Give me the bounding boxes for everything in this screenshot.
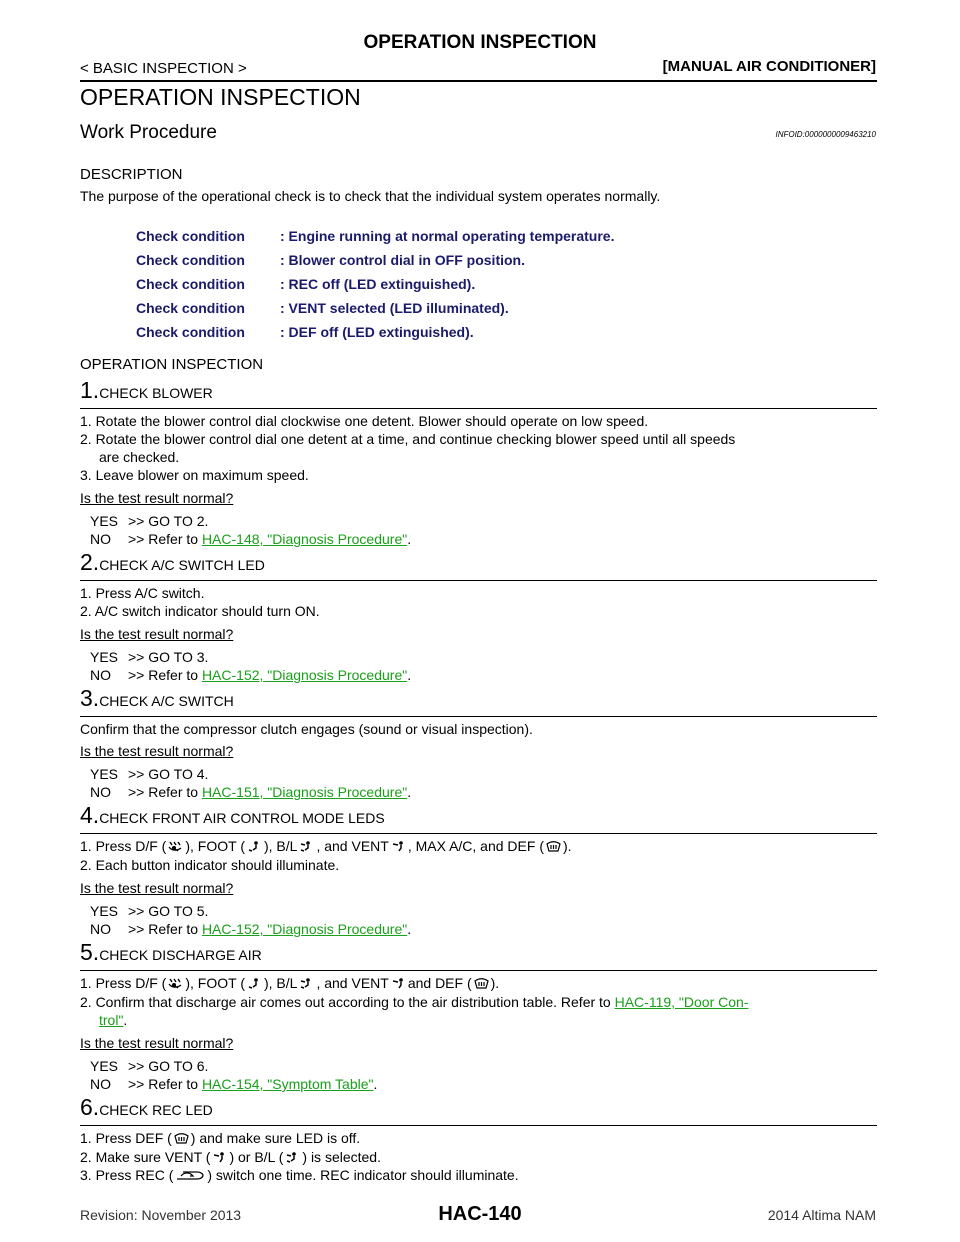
defrost-icon <box>474 978 489 989</box>
step-6-line: 3. Press REC ( ) switch one time. REC indicator should illuminate. <box>80 1167 519 1183</box>
diagnosis-link[interactable]: HAC-151, "Diagnosis Procedure" <box>201 784 408 800</box>
yes-answer: YES >> GO TO 3. <box>90 649 209 665</box>
bilevel-mode-icon <box>299 841 314 852</box>
yes-answer: YES >> GO TO 6. <box>90 1058 209 1074</box>
foot-mode-icon <box>247 978 262 989</box>
step-1-line: 2. Rotate the blower control dial one detent at a time, and continue checking blower speed until all speeds <box>80 431 736 447</box>
check-condition-row: Check condition : DEF off (LED extinguished). <box>136 324 474 340</box>
bilevel-mode-icon <box>285 1152 300 1163</box>
bilevel-mode-icon <box>299 978 314 989</box>
step-4-line: 2. Each button indicator should illuminate. <box>80 857 340 873</box>
symptom-table-link[interactable]: HAC-154, "Symptom Table" <box>201 1076 374 1092</box>
result-question: Is the test result normal? <box>80 743 234 759</box>
no-answer: NO >> Refer to HAC-148, "Diagnosis Procedure". <box>90 531 412 547</box>
step-1-heading: 1.CHECK BLOWER <box>80 377 213 403</box>
step-6-line: 2. Make sure VENT ( ) or B/L ( ) is selected. <box>80 1149 381 1165</box>
no-answer: NO >> Refer to HAC-152, "Diagnosis Procedure". <box>90 667 412 683</box>
page-header-title: OPERATION INSPECTION <box>363 32 597 53</box>
vent-mode-icon <box>391 978 406 989</box>
step-3-line: Confirm that the compressor clutch engages (sound or visual inspection). <box>80 721 533 737</box>
yes-answer: YES >> GO TO 4. <box>90 766 209 782</box>
yes-answer: YES >> GO TO 2. <box>90 513 209 529</box>
description-title: DESCRIPTION <box>80 166 183 183</box>
defrost-icon <box>174 1133 189 1144</box>
step-divider <box>80 716 877 717</box>
step-divider <box>80 833 877 834</box>
df-mode-icon <box>168 841 183 852</box>
check-condition-row: Check condition : REC off (LED extinguished). <box>136 276 476 292</box>
defrost-icon <box>546 841 561 852</box>
vent-mode-icon <box>391 841 406 852</box>
diagnosis-link[interactable]: HAC-152, "Diagnosis Procedure" <box>201 921 408 937</box>
yes-answer: YES >> GO TO 5. <box>90 903 209 919</box>
step-5-line: trol". <box>99 1012 128 1028</box>
door-control-link[interactable]: trol" <box>99 1012 124 1028</box>
step-divider <box>80 408 877 409</box>
page-title: OPERATION INSPECTION <box>80 84 361 110</box>
diagnosis-link[interactable]: HAC-152, "Diagnosis Procedure" <box>201 667 408 683</box>
result-question: Is the test result normal? <box>80 490 234 506</box>
step-5-line: 1. Press D/F ( ), FOOT ( ), B/L , and VENT and DEF ( ). <box>80 975 500 991</box>
step-5-heading: 5.CHECK DISCHARGE AIR <box>80 939 262 965</box>
step-2-heading: 2.CHECK A/C SWITCH LED <box>80 549 265 575</box>
result-question: Is the test result normal? <box>80 1035 234 1051</box>
header-divider <box>80 80 877 82</box>
door-control-link[interactable]: HAC-119, "Door Con- <box>614 994 749 1010</box>
check-condition-row: Check condition : VENT selected (LED illuminated). <box>136 300 509 316</box>
result-question: Is the test result normal? <box>80 626 234 642</box>
section-breadcrumb: < BASIC INSPECTION > <box>80 60 247 77</box>
step-divider <box>80 580 877 581</box>
step-1-line: 1. Rotate the blower control dial clockwise one detent. Blower should operate on low speed. <box>80 413 649 429</box>
step-divider <box>80 1125 877 1126</box>
step-6-line: 1. Press DEF ( ) and make sure LED is off. <box>80 1130 361 1146</box>
model-name: 2014 Altima NAM <box>767 1207 876 1223</box>
category-label: [MANUAL AIR CONDITIONER] <box>662 58 876 75</box>
description-text: The purpose of the operational check is to check that the individual system operates normally. <box>80 188 661 204</box>
step-divider <box>80 970 877 971</box>
foot-mode-icon <box>247 841 262 852</box>
step-3-heading: 3.CHECK A/C SWITCH <box>80 685 234 711</box>
check-condition-row: Check condition : Engine running at normal operating temperature. <box>136 228 615 244</box>
step-5-line: 2. Confirm that discharge air comes out according to the air distribution table. Refer to HAC-119, "Door Con- <box>80 994 749 1010</box>
step-4-heading: 4.CHECK FRONT AIR CONTROL MODE LEDS <box>80 802 385 828</box>
check-condition-row: Check condition : Blower control dial in OFF position. <box>136 252 525 268</box>
step-1-line: are checked. <box>99 449 180 465</box>
result-question: Is the test result normal? <box>80 880 234 896</box>
work-procedure-title: Work Procedure <box>80 122 217 143</box>
no-answer: NO >> Refer to HAC-151, "Diagnosis Procedure". <box>90 784 412 800</box>
step-1-line: 3. Leave blower on maximum speed. <box>80 467 309 483</box>
step-2-line: 1. Press A/C switch. <box>80 585 205 601</box>
info-id: INFOID:0000000009463210 <box>775 130 876 139</box>
no-answer: NO >> Refer to HAC-154, "Symptom Table". <box>90 1076 378 1092</box>
step-6-heading: 6.CHECK REC LED <box>80 1094 213 1120</box>
no-answer: NO >> Refer to HAC-152, "Diagnosis Procedure". <box>90 921 412 937</box>
page-number: HAC-140 <box>438 1203 522 1225</box>
inspection-title: OPERATION INSPECTION <box>80 356 264 373</box>
diagnosis-link[interactable]: HAC-148, "Diagnosis Procedure" <box>201 531 408 547</box>
vent-mode-icon <box>212 1152 227 1163</box>
revision-date: Revision: November 2013 <box>80 1207 242 1223</box>
df-mode-icon <box>168 978 183 989</box>
recirculation-icon <box>175 1170 205 1181</box>
step-4-line: 1. Press D/F ( ), FOOT ( ), B/L , and VENT , MAX A/C, and DEF ( ). <box>80 838 572 854</box>
step-2-line: 2. A/C switch indicator should turn ON. <box>80 603 320 619</box>
